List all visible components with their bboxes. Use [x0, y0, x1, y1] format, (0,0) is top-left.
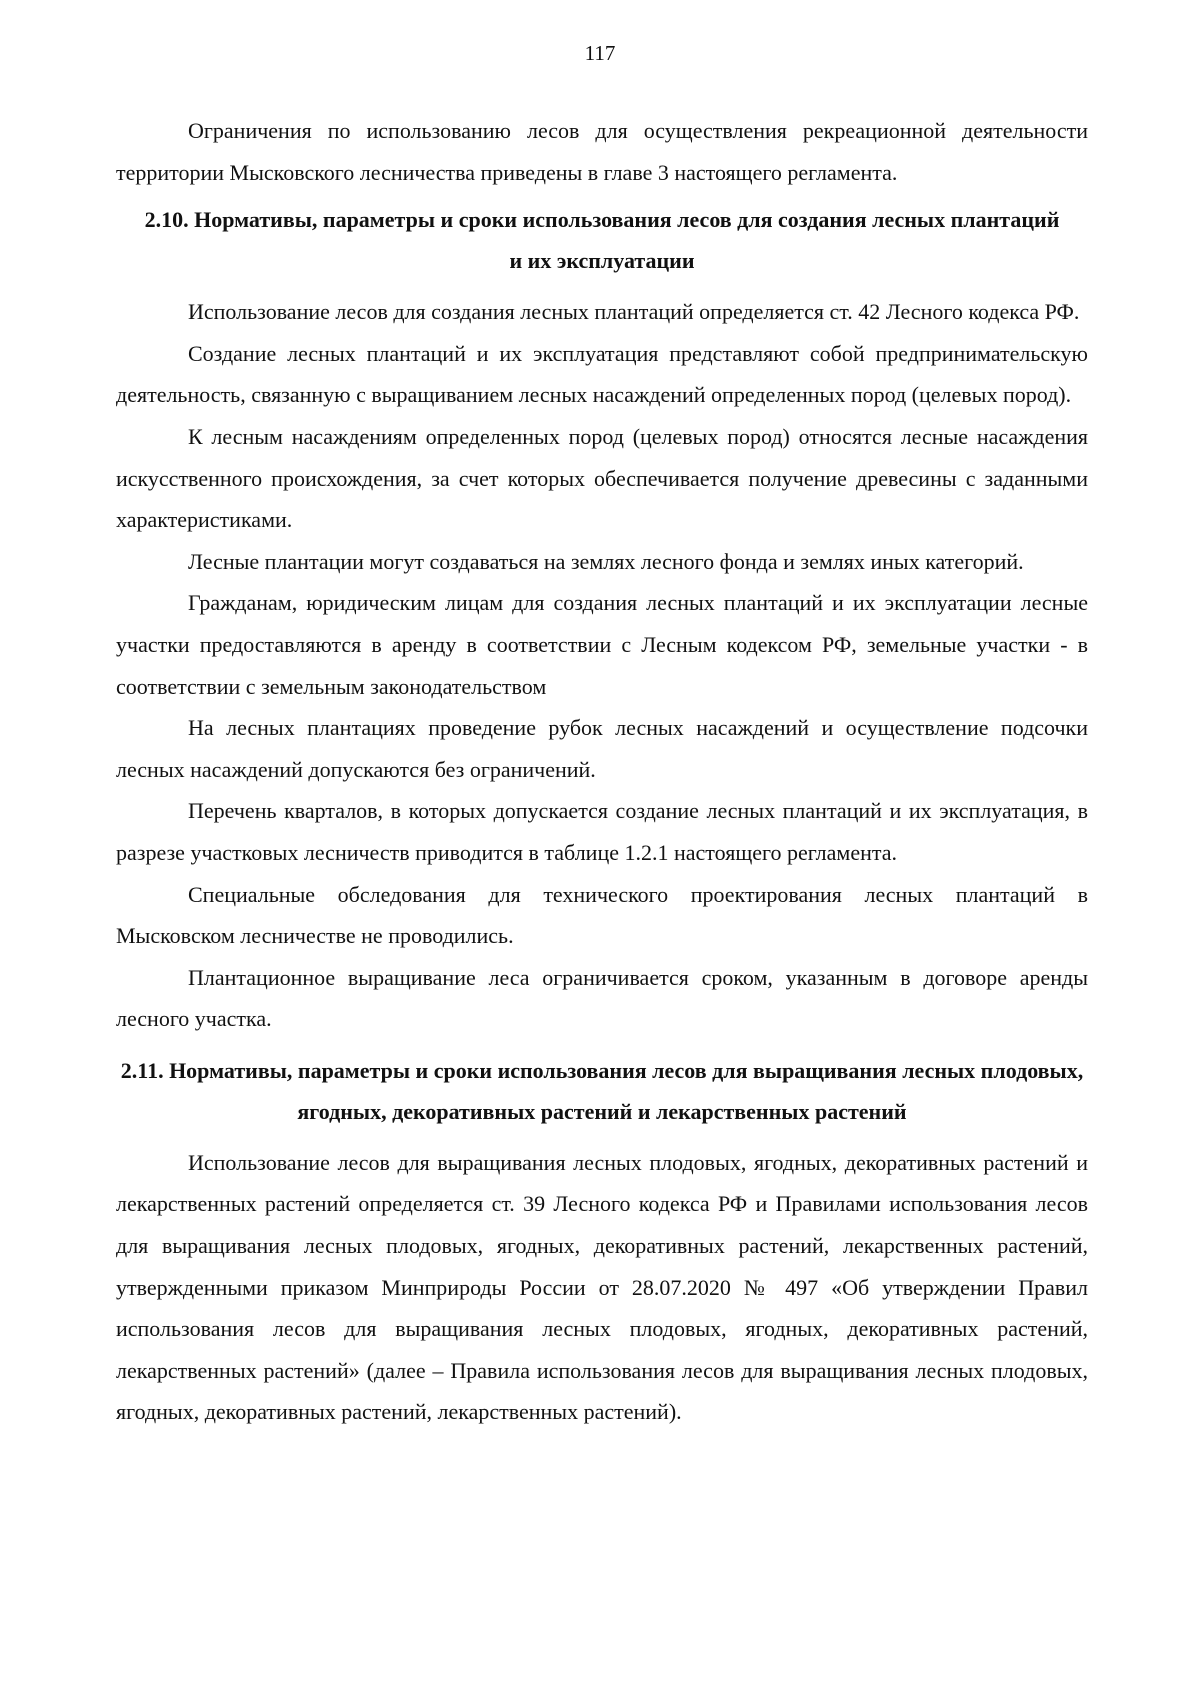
page-number: 117 — [584, 41, 616, 65]
section-heading-2-10: 2.10. Нормативы, параметры и сроки использования лесов для создания лесных плантаций и их эксплуатации — [144, 207, 1060, 274]
document-body — [116, 110, 1088, 1433]
paragraph-2-10-7: Перечень кварталов, в которых допускается создание лесных плантаций и их эксплуатация, в разрезе участковых лесничеств приводится в таблице 1.2.1 настоящего регламента. — [116, 798, 1088, 865]
paragraph-2-10-3: К лесным насаждениям определенных пород (целевых пород) относятся лесные насаждения искусственного происхождения, за счет которых обеспечивается получение древесины с заданными характеристиками. — [116, 423, 1088, 533]
paragraph-2-11-1: Использование лесов для выращивания лесных плодовых, ягодных, декоративных растений и лекарственных растений определяется ст. 39 Лесного кодекса РФ и Правилами использования лесов для выращивания лесных плодовых, ягодных, декоративных растений, лекарственных растений, утвержденными приказом Минприроды России от 28.07.2020 № 497 «Об утверждении Правил использования лесов для выращивания лесных плодовых, ягодных, декоративных растений, лекарственных растений» (далее – Правила использования лесов для выращивания лесных плодовых, ягодных, декоративных растений, лекарственных растений). — [116, 1149, 1088, 1425]
paragraph-2-10-5: Гражданам, юридическим лицам для создания лесных плантаций и их эксплуатации лесные участки предоставляются в аренду в соответствии с Лесным кодексом РФ, земельные участки - в соответствии с земельным законодательством — [116, 590, 1088, 699]
paragraph-2-10-4: Лесные плантации могут создаваться на землях лесного фонда и землях иных категорий. — [188, 548, 1024, 574]
paragraph-2-10-6: На лесных плантациях проведение рубок лесных насаждений и осуществление подсочки лесных насаждений допускаются без ограничений. — [116, 715, 1088, 782]
paragraph-2-10-8: Специальные обследования для технического проектирования лесных плантаций в Мысковском лесничестве не проводились. — [116, 881, 1088, 949]
paragraph-recreation-restrictions: Ограничения по использованию лесов для осуществления рекреационной деятельности территории Мысковского лесничества приведены в главе 3 настоящего регламента. — [116, 118, 1088, 185]
paragraph-2-10-1: Использование лесов для создания лесных плантаций определяется ст. 42 Лесного кодекса РФ. — [188, 299, 1080, 325]
paragraph-2-10-2: Создание лесных плантаций и их эксплуатация представляют собой предпринимательскую деятельность, связанную с выращиванием лесных насаждений определенных пород (целевых пород). — [116, 340, 1088, 408]
paragraph-2-10-9: Плантационное выращивание леса ограничивается сроком, указанным в договоре аренды лесного участка. — [116, 964, 1088, 1032]
section-heading-2-11: 2.11. Нормативы, параметры и сроки использования лесов для выращивания лесных плодовых, ягодных, декоративных растений и лекарственных растений — [120, 1057, 1084, 1124]
